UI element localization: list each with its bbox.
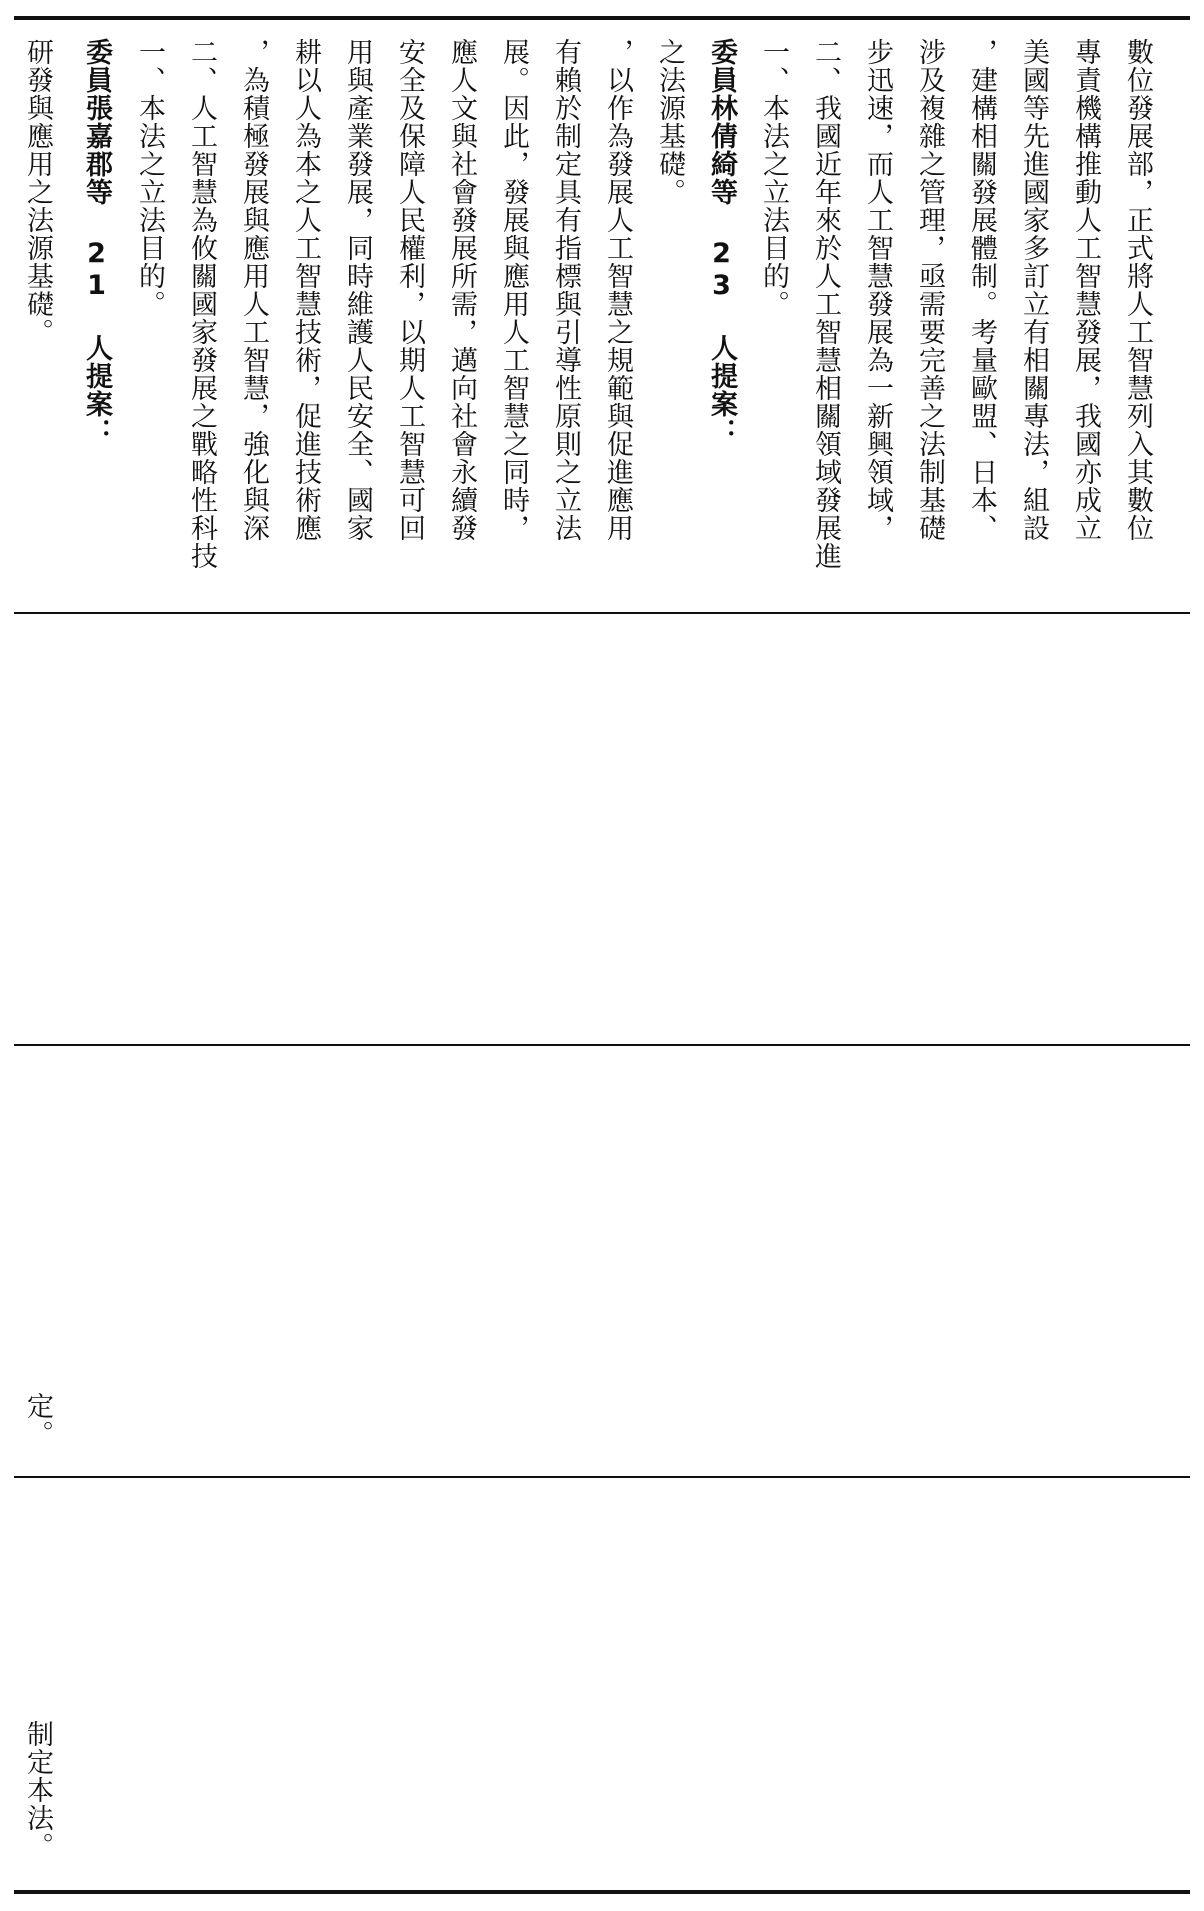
text-column: 應人文與社會發展所需，邁向社會永續發 xyxy=(446,38,477,542)
text-column: 之法源基礎。 xyxy=(654,38,685,206)
text-column: ，以作為發展人工智慧之規範與促進應用 xyxy=(602,38,633,542)
text-column: 涉及複雜之管理，亟需要完善之法制基礎 xyxy=(914,38,945,542)
bottom-rule xyxy=(14,1890,1190,1894)
text-column: 一、本法之立法目的。 xyxy=(758,38,789,318)
text-column: 定。 xyxy=(22,1392,53,1448)
text-column: 用與產業發展，同時維護人民安全、國家 xyxy=(342,38,373,542)
section-divider-1 xyxy=(14,612,1190,614)
text-column: 數位發展部，正式將人工智慧列入其數位 xyxy=(1122,38,1153,542)
text-column: 美國等先進國家多訂立有相關專法，組設 xyxy=(1018,38,1049,542)
text-column: ，為積極發展與應用人工智慧，強化與深 xyxy=(238,38,269,542)
section-divider-3 xyxy=(14,1476,1190,1478)
proposal-heading: 委員林倩綺等 23 人提案： xyxy=(706,38,737,446)
top-rule xyxy=(14,16,1190,20)
section-divider-2 xyxy=(14,1044,1190,1046)
text-column: 有賴於制定具有指標與引導性原則之立法 xyxy=(550,38,581,542)
text-column: 展。因此，發展與應用人工智慧之同時， xyxy=(498,38,529,542)
text-column: ，建構相關發展體制。考量歐盟、日本、 xyxy=(966,38,997,542)
text-column: 二、人工智慧為攸關國家發展之戰略性科技 xyxy=(186,38,217,570)
text-column: 步迅速，而人工智慧發展為一新興領域， xyxy=(862,38,893,542)
text-column: 專責機構推動人工智慧發展，我國亦成立 xyxy=(1070,38,1101,542)
proposal-heading: 委員張嘉郡等 21 人提案： xyxy=(81,38,112,446)
text-column: 制定本法。 xyxy=(22,1720,53,1860)
text-column: 二、我國近年來於人工智慧相關領域發展進 xyxy=(810,38,841,570)
text-column: 一、本法之立法目的。 xyxy=(134,38,165,318)
text-column: 研發與應用之法源基礎。 xyxy=(22,38,53,346)
text-column: 安全及保障人民權利，以期人工智慧可回 xyxy=(394,38,425,542)
text-column: 耕以人為本之人工智慧技術，促進技術應 xyxy=(290,38,321,542)
